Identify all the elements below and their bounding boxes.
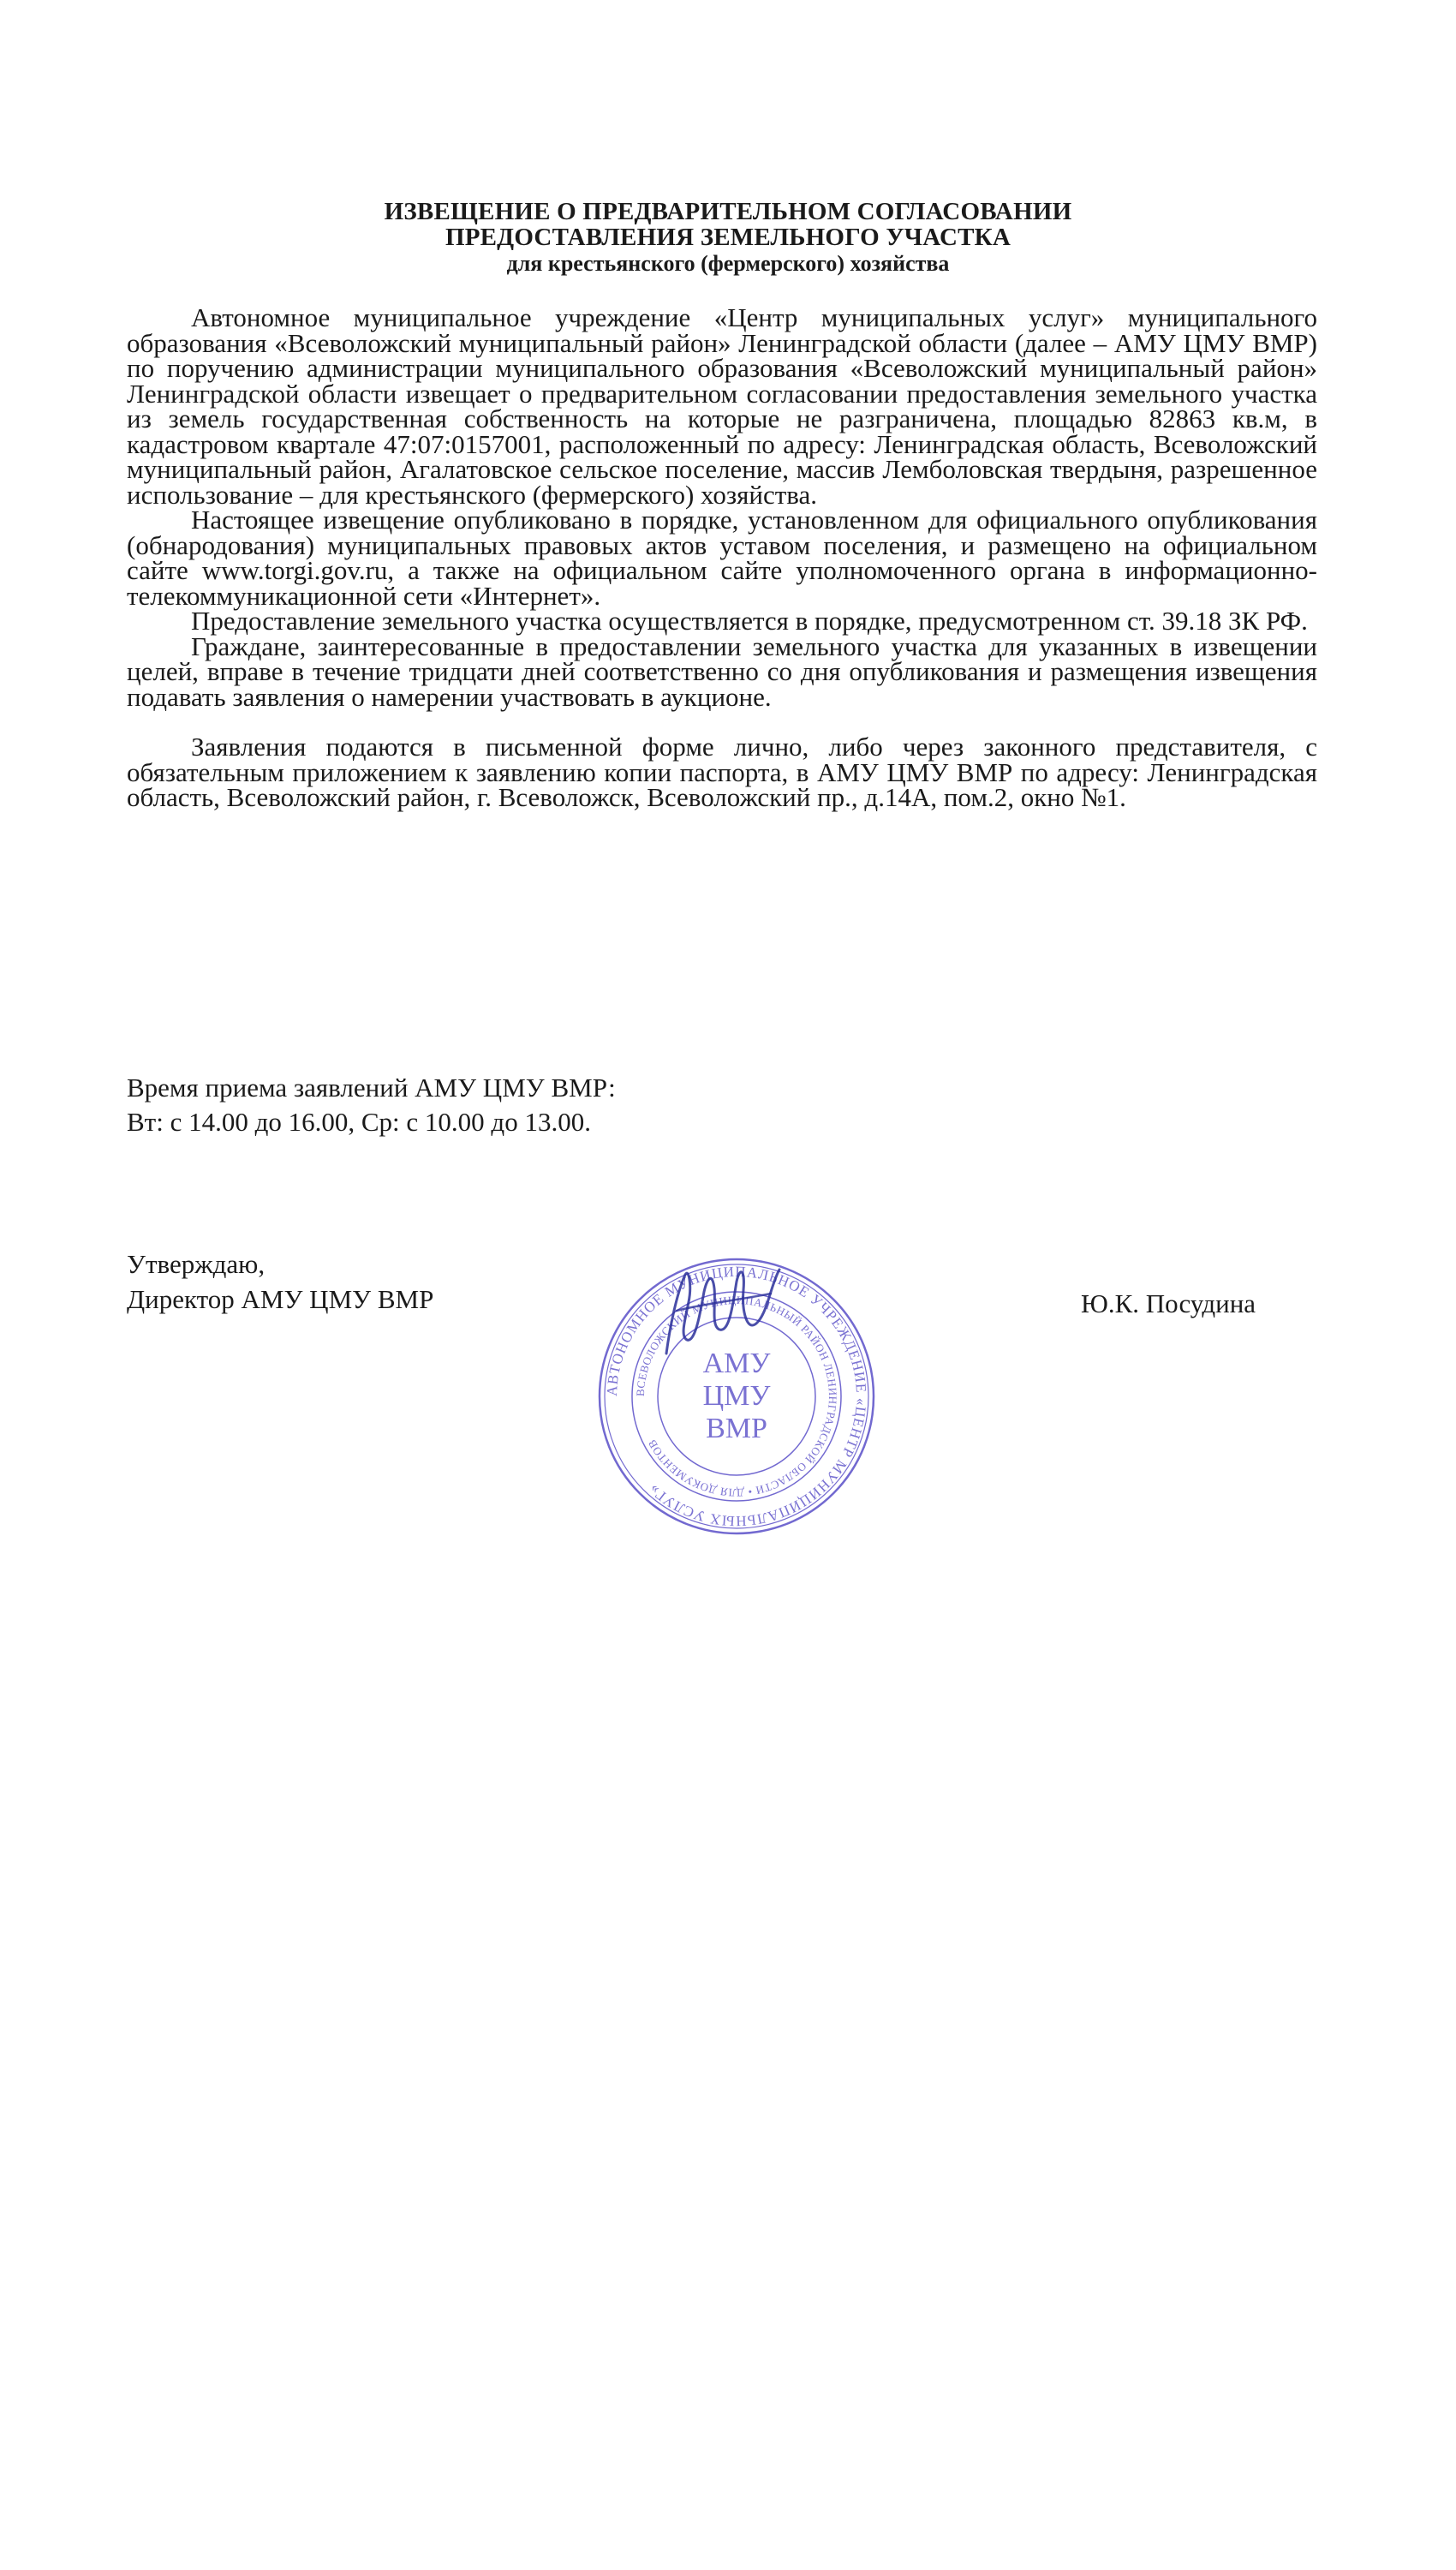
paragraph-applications: Заявления подаются в письменной форме лично, либо через законного представителя, с обязательным приложением к заявлению копии паспорта, в АМУ ЦМУ ВМР по адресу: Ленинградская область, Всеволожский район, г. Всеволожск, Всеволожский пр., д.14А, пом.2, окно №1. bbox=[127, 732, 1317, 812]
stamp-inner-ring-text: ВСЕВОЛОЖСКИЙ МУНИЦИПАЛЬНЫЙ РАЙОН ЛЕНИНГРАДСКОЙ ОБЛАСТИ • ДЛЯ ДОКУМЕНТОВ bbox=[633, 1293, 840, 1500]
paragraph-procedure: Предоставление земельного участка осуществляется в порядке, предусмотренном ст. 39.18 ЗК РФ. bbox=[191, 606, 1308, 636]
director-name: Ю.К. Посудина bbox=[1081, 1288, 1256, 1318]
stamp-center-line-1: АМУ bbox=[702, 1348, 771, 1379]
paragraph-publication: Настоящее извещение опубликовано в порядке, установленном для официального опубликования (обнародования) муниципальных правовых актов уставом поселения, и размещено на официальном сайте www.torgi.gov.ru, а также на официальном сайте уполномоченного органа в информационно-телекоммуникационной сети «Интернет». bbox=[127, 505, 1317, 611]
title-subtitle: для крестьянского (фермерского) хозяйства bbox=[506, 251, 950, 276]
notice-title bbox=[0, 199, 1456, 278]
notice-body bbox=[127, 302, 1317, 812]
paragraph-announcement: Автономное муниципальное учреждение «Центр муниципальных услуг» муниципального образования «Всеволожский муниципальный район» Ленинградской области (далее – АМУ ЦМУ ВМР) по поручению администрации муниципального образования «Всеволожский муниципальный район» Ленинградской области извещает о предварительном согласовании предоставления земельного участка из земель государственная собственность на которые не разграничена, площадью 82863 кв.м, в кадастровом квартале 47:07:0157001, расположенный по адресу: Ленинградская область, Всеволожский муниципальный район, Агалатовское сельское поселение, массив Лемболовская твердыня, разрешенное использование – для крестьянского (фермерского) хозяйства. bbox=[127, 302, 1317, 510]
title-line-1: ИЗВЕЩЕНИЕ О ПРЕДВАРИТЕЛЬНОМ СОГЛАСОВАНИИ bbox=[384, 198, 1072, 225]
handwritten-signature bbox=[651, 1251, 788, 1371]
reception-hours bbox=[127, 1071, 616, 1139]
stamp-center-line-3: ВМР bbox=[706, 1413, 767, 1444]
title-line-2: ПРЕДОСТАВЛЕНИЯ ЗЕМЕЛЬНОГО УЧАСТКА bbox=[445, 224, 1011, 251]
paragraph-citizens: Граждане, заинтересованные в предоставлении земельного участка для указанных в извещении целей, вправе в течение тридцати дней соответственно со дня опубликования и размещения извещения подавать заявления о намерении участвовать в аукционе. bbox=[127, 631, 1317, 712]
hours-label: Время приема заявлений АМУ ЦМУ ВМР: bbox=[127, 1073, 616, 1103]
approve-word: Утверждаю, bbox=[127, 1249, 266, 1279]
approval-block bbox=[127, 1246, 433, 1317]
stamp-center-line-2: ЦМУ bbox=[702, 1380, 771, 1412]
stamp-outer-ring-text: АВТОНОМНОЕ МУНИЦИПАЛЬНОЕ УЧРЕЖДЕНИЕ «ЦЕНТР МУНИЦИПАЛЬНЫХ УСЛУГ» bbox=[603, 1263, 870, 1530]
hours-schedule: Вт: с 14.00 до 16.00, Ср: с 10.00 до 13.00. bbox=[127, 1107, 591, 1137]
director-position: Директор АМУ ЦМУ ВМР bbox=[127, 1284, 434, 1314]
